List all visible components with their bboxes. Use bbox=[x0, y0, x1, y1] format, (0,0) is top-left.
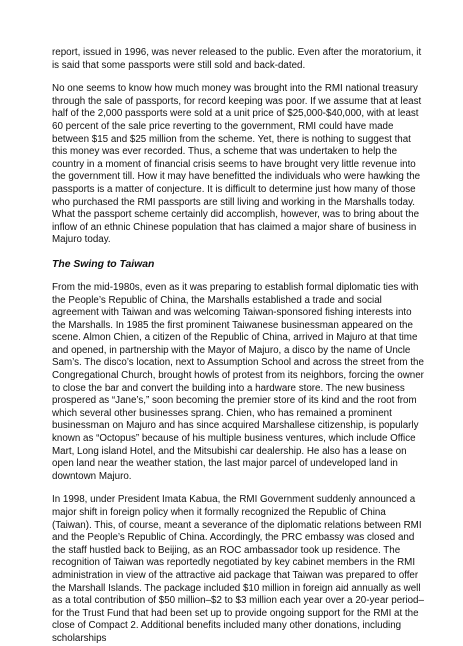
paragraph-gap bbox=[52, 271, 424, 282]
paragraph-gap bbox=[52, 483, 424, 494]
paragraph-passport-report: report, issued in 1996, was never released to the public. Even after the moratorium, it is said that some passports were still sold and back-dated. bbox=[52, 47, 422, 71]
paragraph-taiwan-business: From the mid-1980s, even as it was preparing to establish formal diplomatic ties with the People’s Republic of China, the Marshalls established a trade and social agreement with Taiwan and was welcoming Taiwan-sponsored fishing interests into the Marshalls. In 1985 the first prominent Taiwanese businessman appeared on the scene. Almon Chien, a citizen of the Republic of China, arrived in Majuro at that time and opened, in partnership with the Mayor of Majuro, a disco by the name of Uncle Sam’s. The disco’s location, next to Assumption School and across the street from the Congregational Church, brought howls of protest from its neighbors, forcing the owner to close the bar and convert the building into a hardware store. The new business prospered as “Jane’s,” soon becoming the premier store of its kind and the root from which several other businesses sprang. Chien, who has remained a prominent businessman on Majuro and has since acquired Marshallese citizenship, is popularly known as “Octopus” because of his multiple business ventures, which include Office Mart, Long island Hotel, and the Mitsubishi car dealership. He also has a lease on open land near the weather station, the last major parcel of undeveloped land in downtown Majuro. bbox=[52, 281, 424, 482]
paragraph-taiwan-recognition: In 1998, under President Imata Kabua, the RMI Government suddenly announced a major shift in foreign policy when it formally recognized the Republic of China (Taiwan). This, of course, meant a severance of the diplomatic relations between RMI and the People’s Republic of China. Accordingly, the PRC embassy was closed and the staff hustled back to Beijing, as an ROC ambassador took up residence. The recognition of Taiwan was reportedly negotiated by key cabinet members in the RMI administration in view of the attractive aid package that Taiwan was prepared to offer the Marshall Islands. The package included $10 million in foreign aid annually as well as a total contribution of $50 million–$2 to $3 million each year over a 20-year period–for the Trust Fund that had been set up to provide ongoing support for the RMI at the close of Compact 2. Additional benefits included many other donations, including scholarships bbox=[52, 494, 424, 644]
paragraph-gap bbox=[52, 72, 424, 83]
paragraph-passport-revenue: No one seems to know how much money was brought into the RMI national treasury through the sale of passports, for record keeping was poor. If we assume that at least half of the 2,000 passports were sold at a unit price of $25,000-$40,000, with at least 60 percent of the sale price reverting to the government, RMI could have made between $15 and $25 million from the scheme. Yet, there is nothing to suggest that this money was ever recorded. Thus, a scheme that was undertaken to help the country in a moment of financial crisis seems to have brought very little revenue into the government till. How it may have benefitted the individuals who were hawking the passports is a matter of conjecture. It is difficult to determine just how many of those who purchased the RMI passports are still living and working in the Marshalls today. What the passport scheme certainly did accomplish, however, was to bring about the inflow of an ethnic Chinese population that has claimed a major share of business in Majuro today. bbox=[52, 83, 422, 246]
paragraph-gap bbox=[52, 247, 424, 258]
section-heading: The Swing to Taiwan bbox=[52, 258, 155, 270]
document-page bbox=[52, 47, 424, 646]
